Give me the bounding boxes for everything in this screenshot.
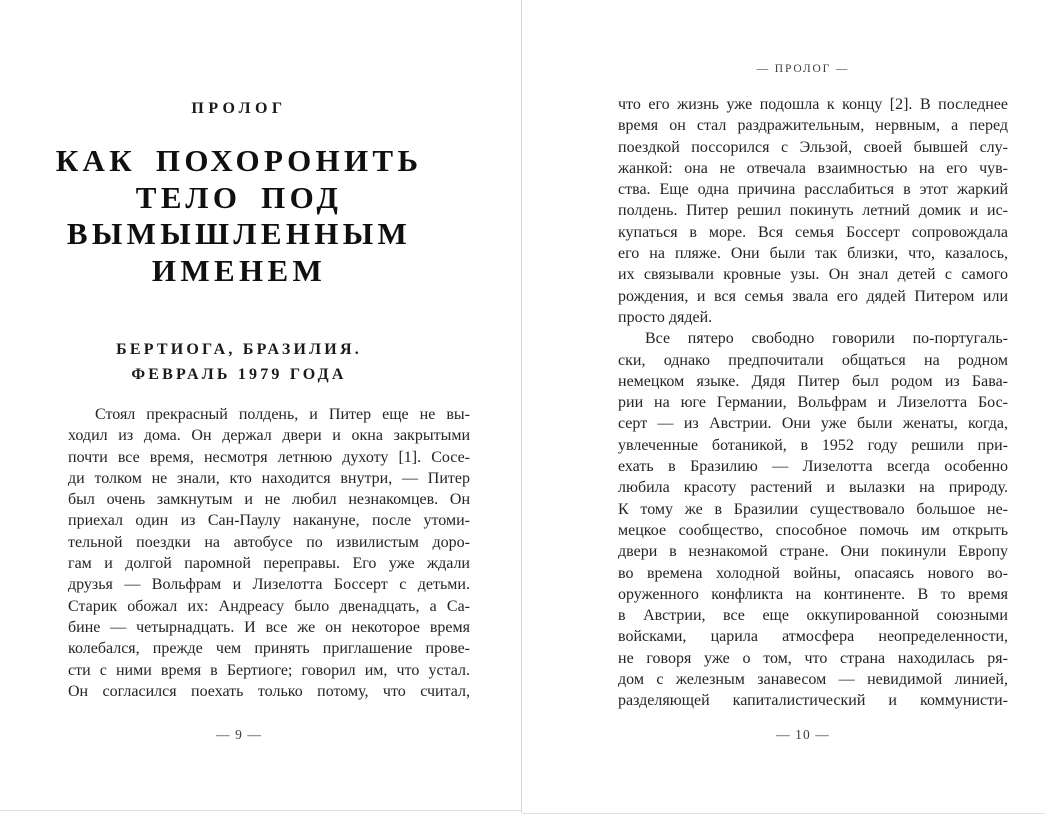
text-line: серт — из Австрии. Они уже были женаты, когда, — [618, 415, 1008, 433]
text-line: купаться в море. Вся семья Боссерт сопровождала — [618, 223, 1008, 241]
text-line: сти с ними время в Бертиоге; говорил им, что устал. — [68, 661, 470, 679]
page-number-left: — 9 — — [216, 727, 262, 742]
paragraph — [618, 94, 1008, 328]
text-line: колебался, прежде чем принять приглашение прове- — [68, 640, 470, 658]
text-line: оруженного конфликта на континенте. В то время — [618, 585, 1008, 603]
text-line: Стоял прекрасный полдень, и Питер еще не вы- — [95, 406, 470, 423]
heading-line: КАК ПОХОРОНИТЬ — [55, 143, 423, 178]
text-line: рождения, и вся семья звала его дядей Питером или — [618, 287, 1008, 305]
text-line: жанкой: она не отвечала взаимностью на его чув- — [618, 159, 1008, 177]
heading-line: БЕРТИОГА, БРАЗИЛИЯ. — [116, 341, 362, 358]
paragraph — [68, 404, 470, 702]
heading-line: ИМЕНЕМ — [151, 252, 327, 288]
text-line: немецком языке. Дядя Питер был родом из Бава- — [618, 372, 1008, 390]
text-line: не говоря уже о том, что страна находилась ря- — [618, 649, 1008, 667]
text-line: К тому же в Бразилии существовало большое не- — [618, 500, 1008, 518]
text-line: что его жизнь уже подошла к концу [2]. В последнее — [618, 96, 1008, 113]
page-number-right: — 10 — — [776, 727, 830, 742]
text-line: ски, однако предпочитали общаться на родном — [618, 351, 1008, 369]
text-line: мецкое сообщество, способное помочь им открыть — [618, 521, 1008, 539]
text-line: в Австрии, все еще оккупированной союзными — [618, 607, 1008, 625]
right-page — [522, 0, 1045, 814]
text-line: двери в незнакомой стране. Они покинули Европу — [618, 543, 1008, 561]
text-line: бине — четырнадцать. И все же он некоторое время — [68, 618, 470, 636]
text-line: приехал один из Сан-Паулу накануне, после утоми- — [68, 512, 470, 530]
text-line: дом с железным занавесом — невидимой линией, — [618, 671, 1008, 689]
text-line: ходил из дома. Он держал двери и окна закрытыми — [68, 427, 470, 445]
text-line: их связывали кровные узы. Он знал детей с самого — [618, 266, 1008, 284]
chapter-label: ПРОЛОГ — [191, 100, 287, 117]
heading-line: ТЕЛО ПОД — [135, 179, 343, 215]
text-line: ди толком не знали, кто находится внутри, — Питер — [68, 469, 470, 487]
text-line: время он стал раздражительным, нервным, а перед — [618, 117, 1008, 135]
chapter-title — [38, 143, 440, 289]
right-page-body — [618, 94, 1008, 712]
text-line: Он согласился поехать только потому, что считал, — [68, 682, 470, 700]
text-line: ехать в Бразилию — Лизелотта всегда особенно — [618, 458, 1008, 476]
running-header: — ПРОЛОГ — — [756, 63, 850, 75]
text-line: друзья — Вольфрам и Лизелотта Боссерт с детьми. — [68, 576, 470, 594]
text-line: ства. Еще одна причина расслабиться в этот жаркий — [618, 181, 1008, 199]
text-line: во времена холодной войны, опасаясь нового во- — [618, 564, 1008, 582]
chapter-subtitle — [38, 337, 440, 387]
text-line: Все пятеро свободно говорили по-португаль- — [645, 330, 1008, 348]
text-line: почти все время, несмотря летнюю духоту [1]. Сосе- — [68, 448, 470, 466]
text-line: полдень. Питер решил покинуть летний домик и ис- — [618, 202, 1008, 220]
text-line: любила красоту растений и вылазки на природу. — [618, 479, 1008, 497]
heading-line: ФЕВРАЛЬ 1979 ГОДА — [131, 366, 347, 383]
left-page-bottom-border — [0, 810, 521, 811]
text-line: его на пляже. Они были так близки, что, казалось, — [618, 245, 1008, 263]
text-line: просто дядей. — [618, 308, 713, 326]
heading-line: ВЫМЫШЛЕННЫМ — [66, 216, 412, 251]
left-page-body — [68, 404, 470, 702]
text-line: увлеченные ботаникой, в 1952 году решили при- — [618, 436, 1008, 454]
right-page-bottom-border — [522, 813, 1045, 814]
text-line: поездкой поссорился с Эльзой, своей бывшей слу- — [618, 138, 1008, 156]
text-line: был очень замкнутым и не любил незнакомцев. Он — [68, 491, 470, 509]
left-page — [0, 0, 521, 812]
text-line: рии на юге Германии, Вольфрам и Лизелотта Бос- — [618, 394, 1008, 412]
text-line: войсками, царила атмосфера неопределенности, — [618, 628, 1008, 646]
paragraph — [618, 328, 1008, 711]
text-line: тельной поездки на автобусе по извилистым доро- — [68, 533, 470, 551]
text-line: разделяющей капиталистический и коммунисти- — [618, 692, 1008, 710]
text-line: гам и долгой паромной переправы. Его уже ждали — [68, 555, 470, 573]
text-line: Старик обожал их: Андреасу было двенадцать, а Са- — [68, 597, 470, 615]
